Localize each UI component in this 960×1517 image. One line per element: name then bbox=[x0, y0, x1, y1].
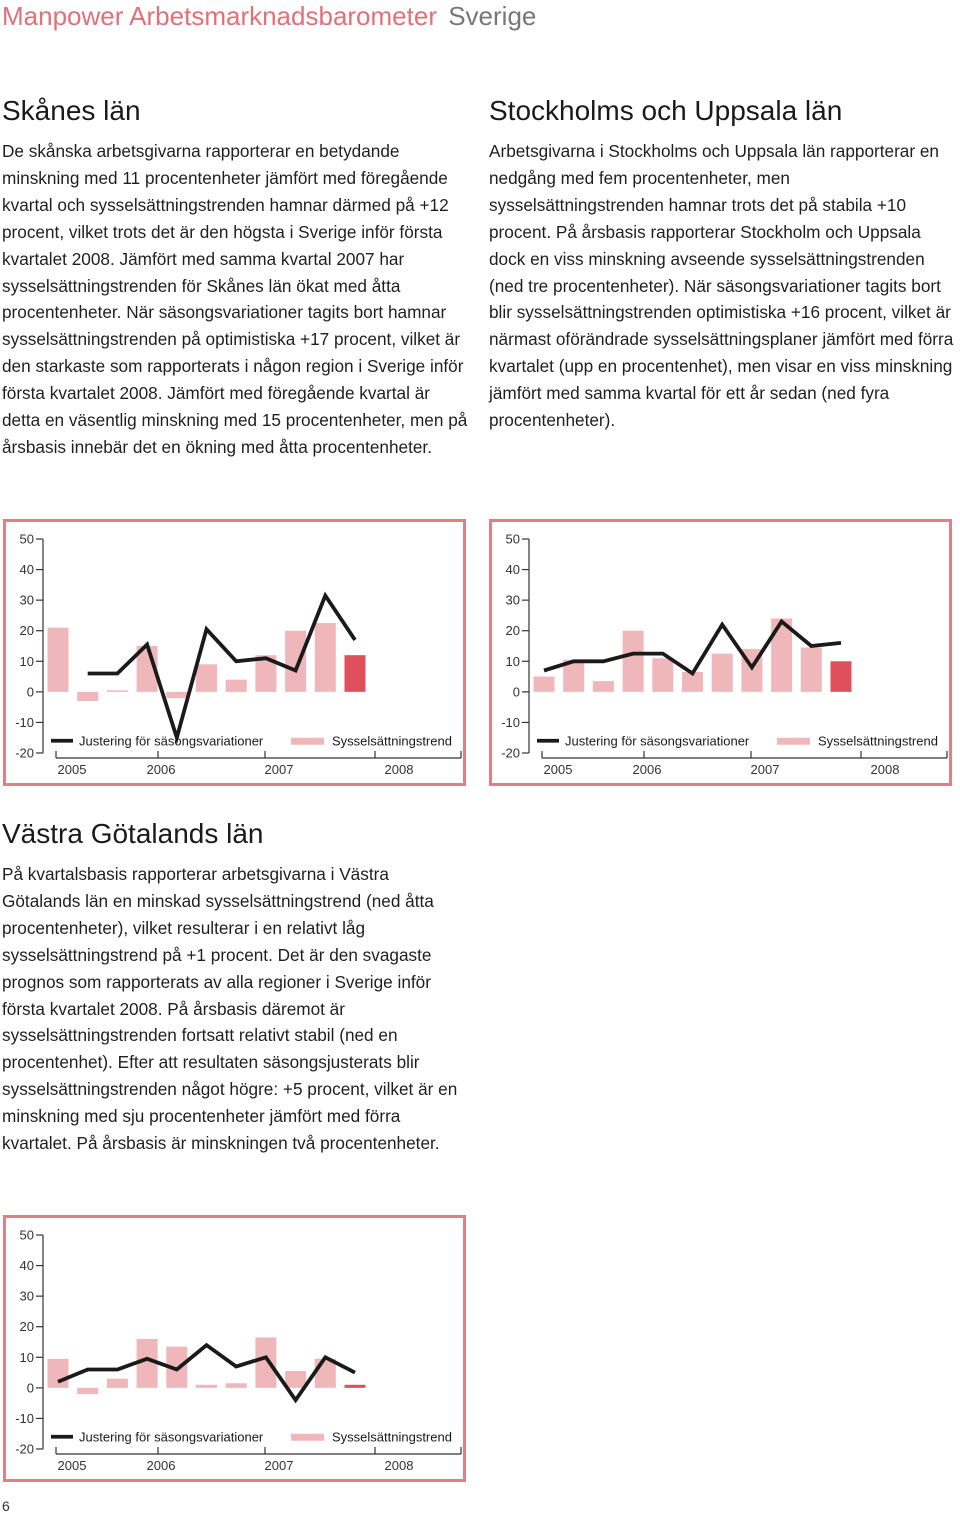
bar bbox=[652, 658, 673, 692]
chart-vastra bbox=[3, 1215, 466, 1482]
legend-bar-swatch bbox=[291, 738, 324, 745]
section-text-stockholm: Arbetsgivarna i Stockholms och Uppsala län rapporterar en nedgång med fem procentenheter, men sysselsättningstrenden hamnar trots det på stabila +10 procent. På årsbasis rapporterar Stockholm och Uppsala dock en viss minskning avseende sysselsättningstrenden (ned tre procentenheter). När säsongsvariationer tagits bort blir sysselsättningstrenden optimistiska +16 procent, vilket är närmast oförändrade sysselsättningsplaner jämfört med förra kvartalet (upp en procentenhet), men visar en viss minskning jämfört med samma kvartal för ett år sedan (ned fyra procentenheter). bbox=[489, 141, 954, 431]
bar bbox=[534, 677, 555, 692]
x-year-label: 2005 bbox=[543, 762, 573, 777]
y-tick-label: 0 bbox=[26, 684, 34, 700]
bar bbox=[801, 648, 822, 692]
bar bbox=[285, 1371, 306, 1388]
x-year-label: 2007 bbox=[750, 762, 780, 777]
page-number: 6 bbox=[2, 1498, 10, 1514]
country-title: Sverige bbox=[448, 1, 537, 31]
y-tick-label: 50 bbox=[19, 1227, 34, 1243]
y-tick-label: 20 bbox=[19, 623, 34, 639]
section-text-skane: De skånska arbetsgivarna rapporterar en betydande minskning med 11 procentenheter jämfört med föregående kvartal och sysselsättningstrenden hamnar därmed på +12 procent, vilket trots det är den högsta i Sverige inför första kvartalet 2008. Jämfört med samma kvartal 2007 har sysselsättningstrenden för Skånes län ökat med åtta procentenheter. När säsongsvariationer tagits bort hamnar sysselsättningstrenden på optimistiska +17 procent, vilket är den starkaste som rapporterats i någon region i Sverige inför första kvartalet 2008. Jämfört med föregående kvartal är detta en väsentlig minskning med 15 procentenheter, men på årsbasis innebär det en ökning med åtta procentenheter. bbox=[2, 141, 468, 457]
legend-line-label: Justering för säsongsvariationer bbox=[79, 1429, 264, 1445]
y-tick-label: -20 bbox=[15, 1441, 34, 1457]
bar bbox=[166, 692, 187, 698]
y-tick-label: 50 bbox=[19, 531, 34, 547]
bar bbox=[255, 1337, 276, 1387]
legend-line-label: Justering för säsongsvariationer bbox=[79, 733, 264, 749]
bar bbox=[712, 654, 733, 692]
trend-line bbox=[58, 1345, 355, 1400]
bar bbox=[226, 680, 247, 692]
bar-latest bbox=[831, 661, 852, 692]
x-year-label: 2005 bbox=[57, 1458, 87, 1473]
y-tick-label: 50 bbox=[505, 531, 520, 547]
y-tick-label: -10 bbox=[501, 714, 520, 730]
bar bbox=[226, 1383, 247, 1388]
y-tick-label: 10 bbox=[19, 1349, 34, 1365]
bar bbox=[77, 692, 98, 701]
y-tick-label: 0 bbox=[26, 1380, 34, 1396]
y-tick-label: 30 bbox=[19, 592, 34, 608]
trend-line bbox=[544, 622, 841, 674]
y-tick-label: 10 bbox=[19, 653, 34, 669]
chart-skane bbox=[3, 519, 466, 786]
y-tick-label: 30 bbox=[505, 592, 520, 608]
bar bbox=[196, 664, 217, 692]
chart-stockholm bbox=[489, 519, 952, 786]
bar bbox=[48, 628, 69, 692]
y-tick-label: 40 bbox=[505, 562, 520, 578]
bar-latest bbox=[345, 655, 366, 692]
x-year-label: 2008 bbox=[384, 1458, 414, 1473]
bar bbox=[315, 623, 336, 692]
bar bbox=[623, 631, 644, 692]
x-year-label: 2008 bbox=[870, 762, 900, 777]
bar bbox=[593, 681, 614, 692]
section-text-vastra: På kvartalsbasis rapporterar arbetsgivarna i Västra Götalands län en minskad sysselsättningstrend (ned åtta procentenheter), vilket resulterar i en relativt låg sysselsättningstrend på +1 procent. Det är den svagaste prognos som rapporterats av alla regioner i Sverige inför första kvartalet 2008. På årsbasis däremot är sysselsättningstrenden fortsatt relativt stabil (ned en procentenhet). Efter att resultaten säsongsjusterats blir sysselsättningstrenden något högre: +5 procent, vilket är en minskning med sju procentenheter jämfört med förra kvartalet. På årsbasis är minskningen två procentenheter. bbox=[2, 864, 458, 1154]
y-tick-label: 40 bbox=[19, 1258, 34, 1274]
bar bbox=[285, 631, 306, 692]
x-year-label: 2005 bbox=[57, 762, 87, 777]
y-tick-label: 20 bbox=[19, 1319, 34, 1335]
legend-bar-label: Sysselsättningstrend bbox=[332, 1429, 452, 1445]
bar-latest bbox=[345, 1385, 366, 1388]
legend-bar-label: Sysselsättningstrend bbox=[332, 733, 452, 749]
x-year-label: 2006 bbox=[146, 762, 176, 777]
x-year-label: 2006 bbox=[632, 762, 662, 777]
y-tick-label: 20 bbox=[505, 623, 520, 639]
legend-bar-swatch bbox=[291, 1434, 324, 1441]
legend-bar-swatch bbox=[777, 738, 810, 745]
y-tick-label: 40 bbox=[19, 562, 34, 578]
y-tick-label: 0 bbox=[512, 684, 520, 700]
chart-skane-svg bbox=[6, 522, 463, 783]
bar bbox=[107, 690, 128, 692]
x-year-label: 2008 bbox=[384, 762, 414, 777]
legend-bar-label: Sysselsättningstrend bbox=[818, 733, 938, 749]
bar bbox=[107, 1379, 128, 1388]
bar bbox=[77, 1388, 98, 1394]
y-tick-label: 10 bbox=[505, 653, 520, 669]
section-title-stockholm: Stockholms och Uppsala län bbox=[489, 95, 843, 126]
y-tick-label: -10 bbox=[15, 1410, 34, 1426]
legend-line-label: Justering för säsongsvariationer bbox=[565, 733, 750, 749]
page-header bbox=[2, 0, 536, 32]
bar bbox=[48, 1359, 69, 1388]
bar bbox=[196, 1385, 217, 1388]
y-tick-label: -20 bbox=[15, 745, 34, 761]
y-tick-label: -20 bbox=[501, 745, 520, 761]
y-tick-label: 30 bbox=[19, 1288, 34, 1304]
x-year-label: 2006 bbox=[146, 1458, 176, 1473]
chart-stockholm-svg bbox=[492, 522, 949, 783]
y-tick-label: -10 bbox=[15, 714, 34, 730]
chart-vastra-svg bbox=[6, 1218, 463, 1479]
x-year-label: 2007 bbox=[264, 1458, 294, 1473]
section-title-skane: Skånes län bbox=[2, 95, 141, 126]
brand-title: Manpower Arbetsmarknadsbarometer bbox=[2, 1, 437, 31]
x-year-label: 2007 bbox=[264, 762, 294, 777]
section-title-vastra: Västra Götalands län bbox=[2, 818, 264, 849]
